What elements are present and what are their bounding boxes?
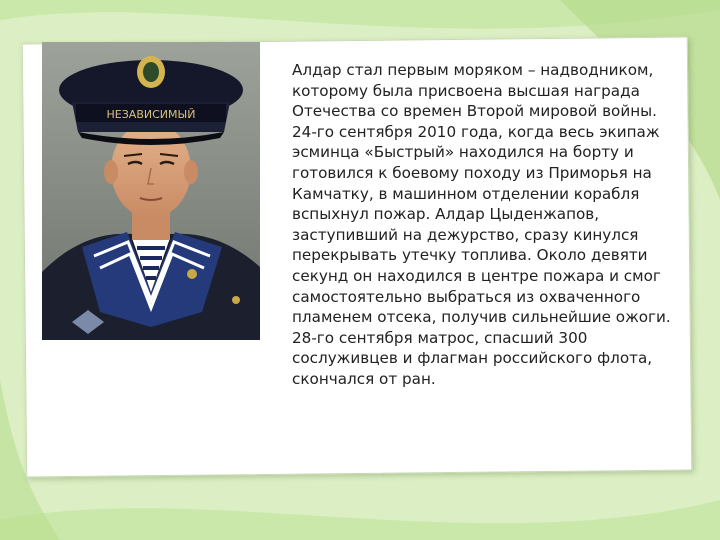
biography-text: Алдар стал первым моряком – надводником, которому была присвоена высшая награда Отечества со времен Второй мировой войны. 24-го сентября 2010 года, когда весь экипаж эсминца «Быстрый» находился на борту и готовился к боевому походу из Приморья на Камчатку, в машинном отделении корабля вспыхнул пожар. Алдар Цыденжапов, заступивший на дежурство, сразу кинулся перекрывать утечку топлива. Около девяти секунд он находился в центре пожара и смог самостоятельно выбраться из охваченного пламенем отсека, получив сильнейшие ожоги. 28-го сентября матрос, спасший 300 сослуживцев и флагман российского флота, скончался от ран. <box>292 61 671 388</box>
cap-band-text: НЕЗАВИСИМЫЙ <box>106 108 196 121</box>
sailor-portrait-photo <box>42 42 260 340</box>
